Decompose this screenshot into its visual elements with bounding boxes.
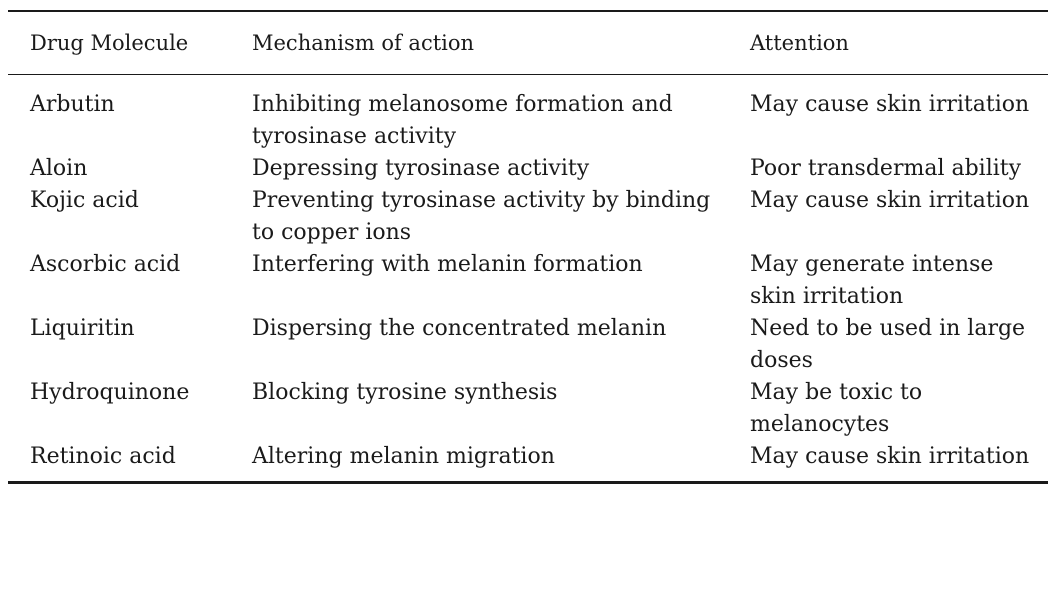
data-table-body	[8, 75, 1048, 473]
data-table	[8, 12, 1048, 74]
table-row	[8, 249, 1048, 313]
cell-drug: Kojic acid	[30, 188, 139, 213]
cell-attention: Need to be used in large doses	[750, 316, 1026, 373]
cell-mechanism: Blocking tyrosine synthesis	[252, 380, 558, 405]
cell-mechanism: Altering melanin migration	[252, 444, 555, 469]
cell-attention: May generate intense skin irritation	[750, 252, 994, 309]
cell-drug: Hydroquinone	[30, 380, 190, 405]
table-row	[8, 185, 1048, 249]
cell-attention: May cause skin irritation	[750, 92, 1030, 117]
cell-attention: May cause skin irritation	[750, 188, 1030, 213]
cell-drug: Liquiritin	[30, 316, 135, 341]
table-row	[8, 153, 1048, 185]
table-row	[8, 441, 1048, 473]
table-row	[8, 75, 1048, 153]
cell-drug: Ascorbic acid	[30, 252, 181, 277]
table-row	[8, 313, 1048, 377]
cell-drug: Arbutin	[30, 92, 115, 117]
header-mechanism: Mechanism of action	[252, 31, 475, 55]
header-row	[8, 12, 1048, 74]
cell-mechanism: Preventing tyrosinase activity by binding to copper ions	[252, 188, 711, 245]
cell-attention: May cause skin irritation	[750, 444, 1030, 469]
cell-mechanism: Dispersing the concentrated melanin	[252, 316, 667, 341]
header-attention: Attention	[750, 31, 849, 55]
cell-drug: Aloin	[30, 156, 88, 181]
table-row	[8, 377, 1048, 441]
cell-mechanism: Depressing tyrosinase activity	[252, 156, 590, 181]
cell-drug: Retinoic acid	[30, 444, 176, 469]
header-drug-molecule: Drug Molecule	[30, 31, 189, 55]
cell-mechanism: Inhibiting melanosome formation and tyrosinase activity	[252, 92, 673, 149]
cell-attention: Poor transdermal ability	[750, 156, 1022, 181]
table-bottom-rule	[8, 481, 1048, 484]
cell-mechanism: Interfering with melanin formation	[252, 252, 643, 277]
cell-attention: May be toxic to melanocytes	[750, 380, 923, 437]
drug-table	[8, 0, 1048, 484]
